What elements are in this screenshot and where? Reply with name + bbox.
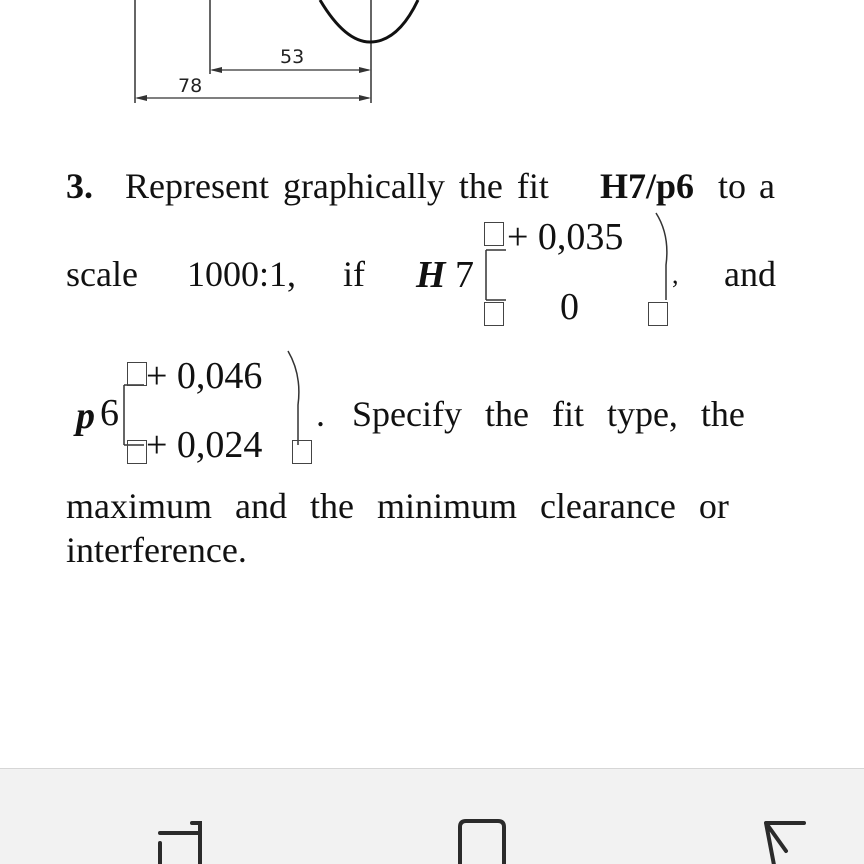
fit-designation: H7/p6 (600, 166, 695, 206)
problem-line4-text: maximum and the minimum clearance or (66, 486, 729, 526)
arrowhead (135, 95, 147, 101)
ellipse-curve (320, 0, 418, 42)
if-word: if (343, 254, 365, 294)
problem-line1-end: to a (718, 166, 775, 206)
back-icon (752, 809, 816, 864)
placeholder-box (648, 302, 668, 326)
placeholder-box (292, 440, 312, 464)
hole-upper-deviation: + 0,035 (507, 216, 624, 258)
home-button[interactable] (450, 809, 514, 864)
shaft-tolerance-grade: 6 (100, 392, 119, 434)
shaft-tolerance-letter: p (76, 395, 95, 437)
shaft-lower-deviation: + 0,024 (146, 424, 263, 466)
dimension-label-78: 78 (178, 75, 203, 97)
arrowhead (359, 67, 371, 73)
home-icon (450, 809, 514, 864)
hole-tolerance-letter: H (416, 254, 446, 296)
shaft-upper-deviation: + 0,046 (146, 355, 263, 397)
back-button[interactable] (752, 809, 816, 864)
hole-lower-deviation: 0 (560, 286, 579, 328)
period: . (316, 394, 325, 434)
navigation-bar (0, 768, 864, 864)
placeholder-box (484, 302, 504, 326)
dimension-label-53: 53 (280, 46, 305, 68)
problem-number: 3. (66, 166, 93, 206)
placeholder-box (127, 362, 147, 386)
problem-line3-text: Specify the fit type, the (352, 394, 745, 434)
problem-line1-text: Represent graphically the fit (125, 166, 549, 206)
recent-apps-button[interactable] (150, 809, 214, 864)
scale-value: 1000:1, (187, 254, 297, 294)
and-word: and (724, 254, 776, 294)
arrowhead (359, 95, 371, 101)
placeholder-box (484, 222, 504, 246)
hole-tolerance-grade: 7 (455, 254, 474, 296)
arrowhead (210, 67, 222, 73)
scale-label: scale (66, 254, 138, 294)
technical-drawing (0, 0, 864, 120)
problem-line5-text: interference. (66, 530, 247, 570)
comma: , (672, 260, 679, 289)
placeholder-box (127, 440, 147, 464)
recent-apps-icon (150, 809, 214, 864)
